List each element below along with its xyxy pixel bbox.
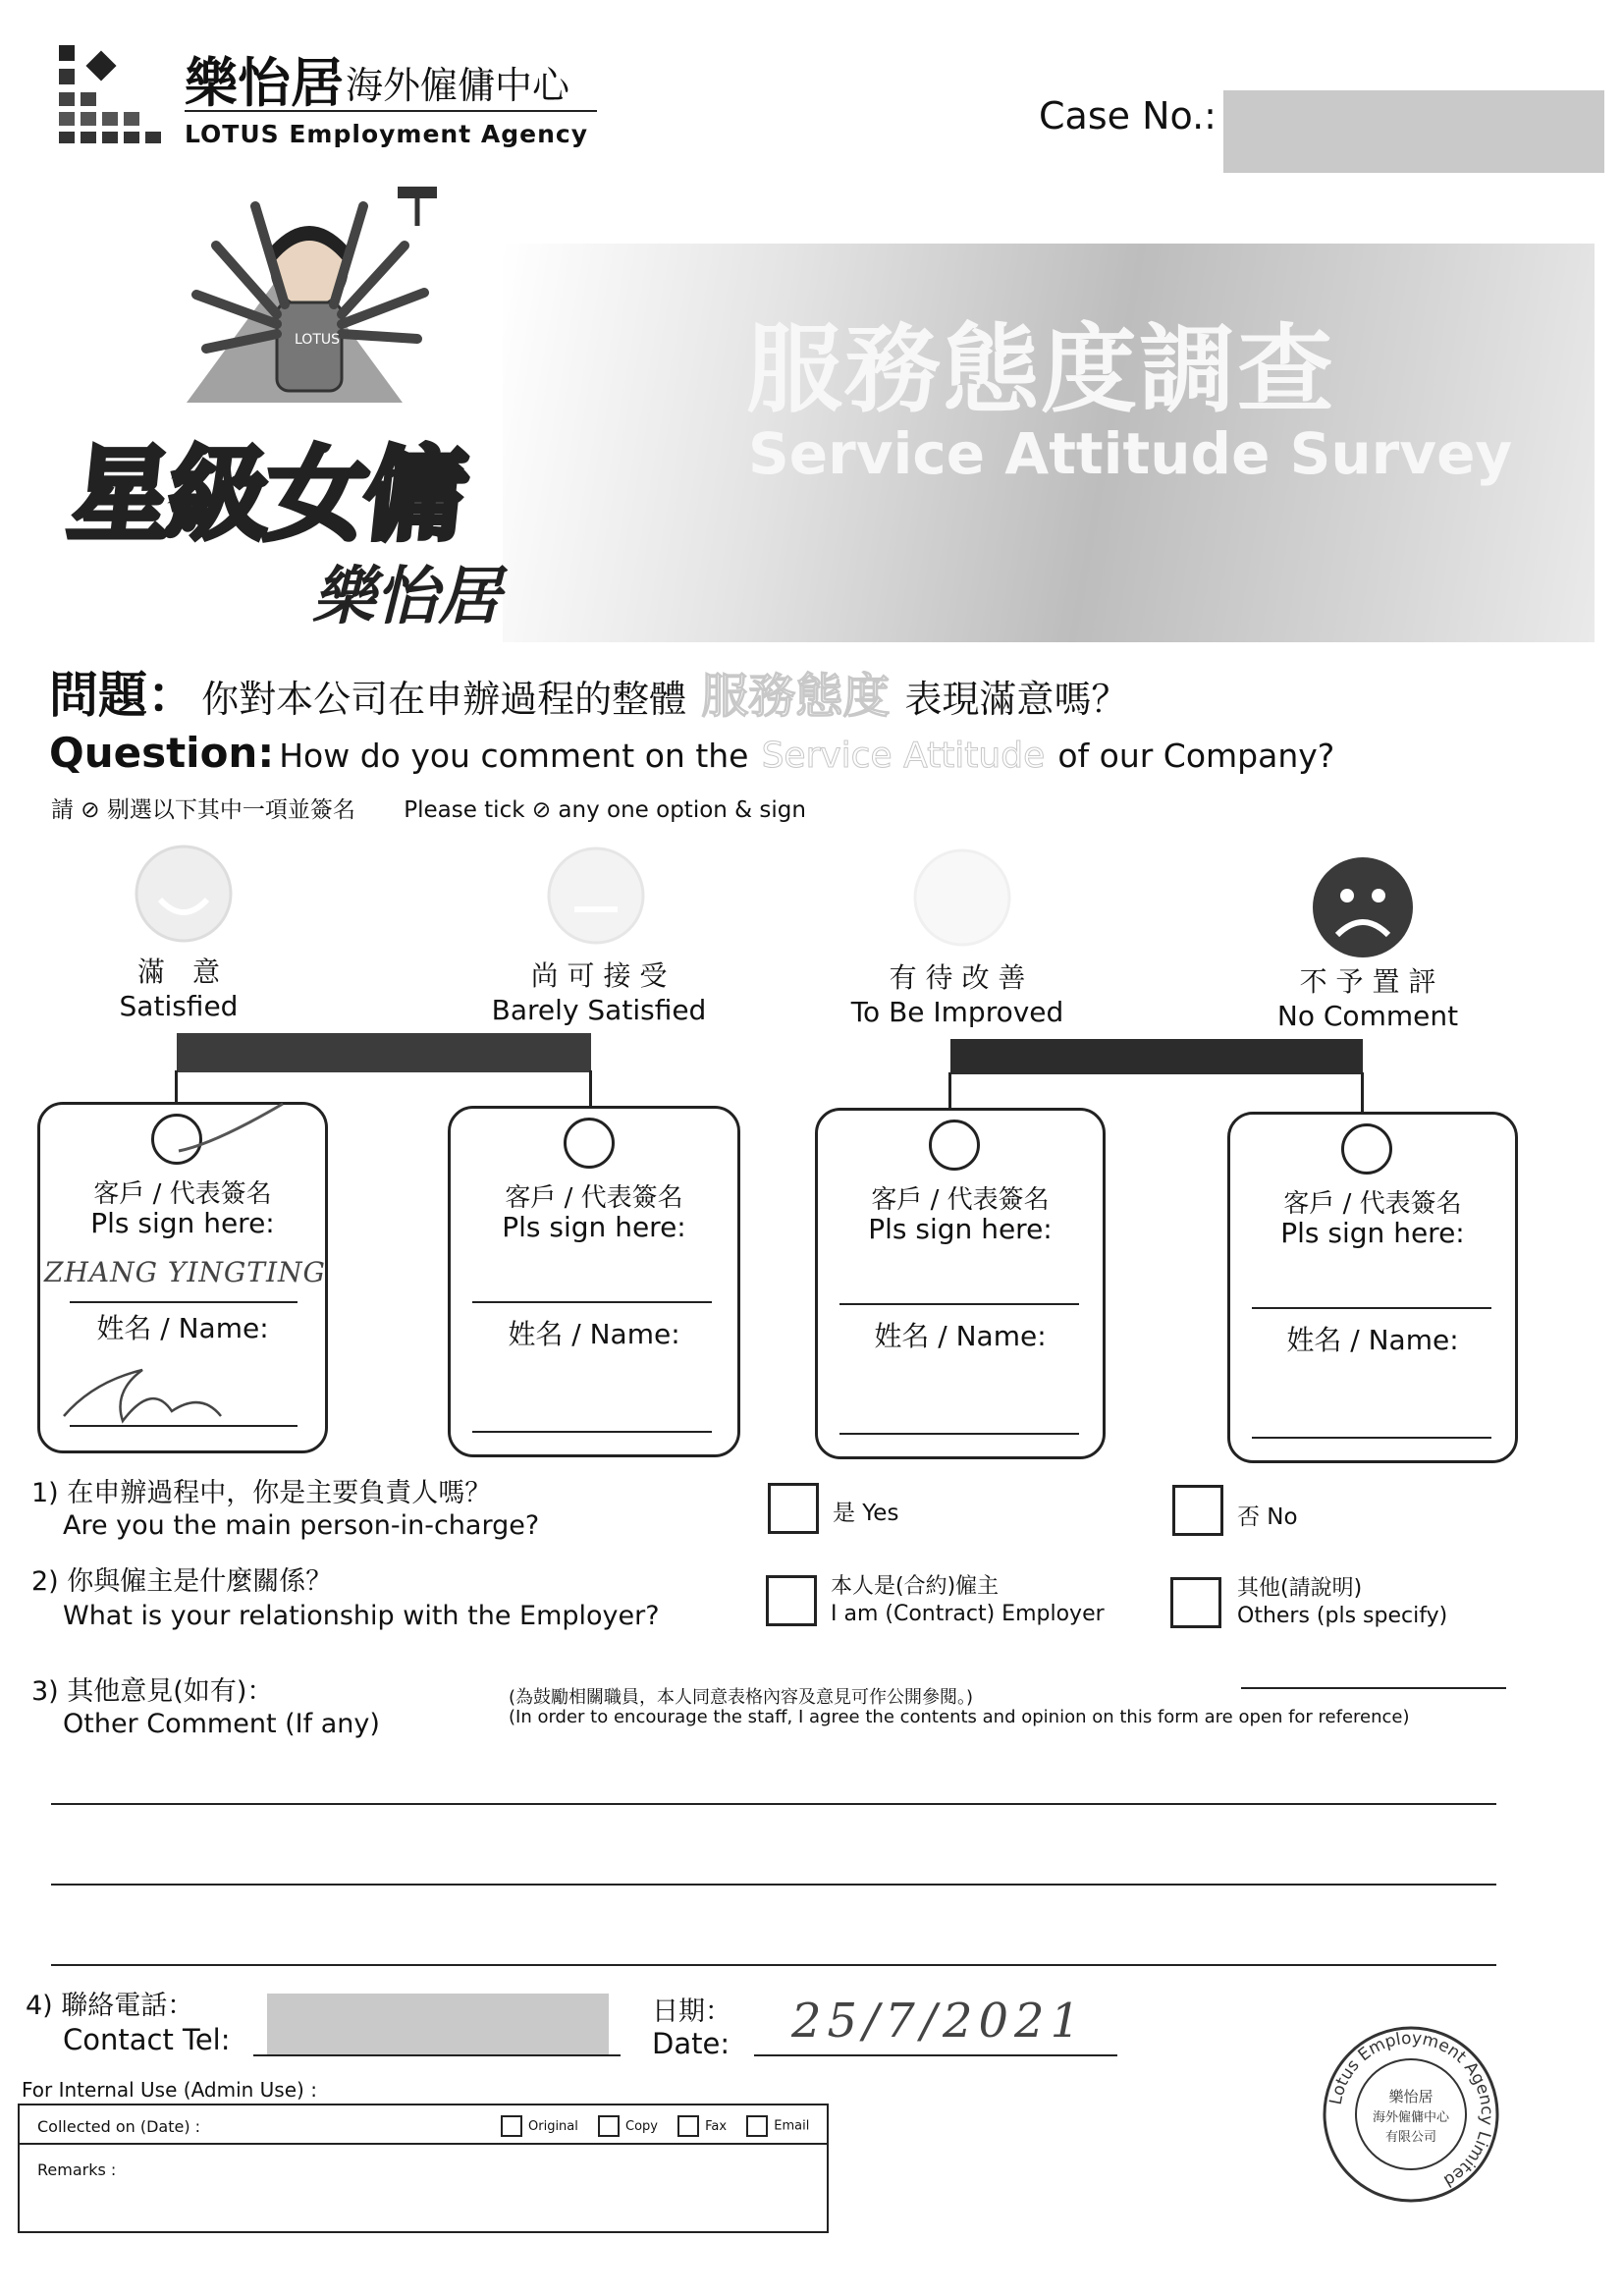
q3-specify-line [1241, 1687, 1506, 1689]
tick-circle-to-be-improved[interactable] [929, 1120, 980, 1171]
instruction [51, 792, 806, 824]
q1-cn: 1) 在申辦過程中，你是主要負責人嗎？ [31, 1478, 492, 1508]
q3-note-cn: (為鼓勵相關職員，本人同意表格內容及意見可作公開參閱。) [509, 1687, 974, 1708]
admin-copy-label: Copy [625, 2118, 658, 2134]
mascot-illustration [147, 177, 471, 442]
tick-circle-no-comment[interactable] [1341, 1123, 1392, 1175]
option-no-comment-cn: 不 予 置 評 [1299, 965, 1436, 998]
option-satisfied-en: Satisfied [119, 990, 239, 1022]
survey-banner [503, 244, 1595, 642]
q2-cn: 2) 你與僱主是什麼關係？ [31, 1566, 333, 1597]
hanger-post-3 [948, 1072, 951, 1110]
q2-others-label [1237, 1575, 1447, 1630]
name-label-1: 姓名 / Name: [96, 1312, 269, 1344]
q2-others-en: Others (pls specify) [1237, 1604, 1448, 1628]
hanger-post-4 [1361, 1072, 1364, 1112]
question-text-en-b: of our Company? [1057, 737, 1335, 775]
sign-line-1 [70, 1301, 298, 1303]
q1-yes-label: 是 Yes [833, 1501, 899, 1526]
contact-tel-redacted [267, 1994, 609, 2056]
date-label-cn: 日期： [652, 1996, 731, 2027]
q3-note-en: (In order to encourage the staff, I agree the contents and opinion on this form are open for reference) [509, 1707, 1410, 1727]
hanger-post-2 [589, 1070, 592, 1108]
q3-en: Other Comment (If any) [63, 1709, 380, 1739]
sign-line-4 [1252, 1307, 1491, 1309]
option-to-be-improved-en: To Be Improved [850, 996, 1064, 1028]
option-barely-satisfied-label [471, 955, 727, 1026]
admin-original-label: Original [528, 2118, 578, 2134]
case-number-label: Case No.: [1039, 94, 1217, 137]
option-to-be-improved-cn: 有 待 改 善 [889, 961, 1026, 994]
no-comment-face-icon [1310, 854, 1416, 960]
barely-satisfied-face-icon [545, 845, 647, 947]
q3-cn: 3) 其他意見(如有)： [31, 1676, 274, 1707]
name-line-4 [1252, 1437, 1491, 1439]
instruction-en: Please tick ⊘ any one option & sign [404, 797, 806, 823]
admin-delivery-options [501, 2115, 809, 2137]
q4-cn: 4) 聯絡電話： [26, 1991, 194, 2021]
q1-yes-checkbox[interactable] [768, 1483, 819, 1534]
instruction-cn: 請 ⊘ 剔選以下其中一項並簽名 [51, 797, 355, 823]
q2-employer-checkbox[interactable] [766, 1575, 817, 1626]
admin-fax-label: Fax [705, 2118, 728, 2134]
to-be-improved-face-icon [911, 847, 1013, 949]
option-satisfied-cn: 滿 意 [136, 956, 220, 988]
banner-title-cn: 服務態度調查 [746, 313, 1336, 426]
hanger-bar-right [950, 1039, 1363, 1074]
question-highlight-en: Service Attitude [761, 736, 1046, 776]
sign-label-cn-1: 客戶 / 代表簽名 [93, 1179, 272, 1209]
q1-no-checkbox[interactable] [1172, 1485, 1223, 1536]
sign-label-en-4: Pls sign here: [1280, 1217, 1465, 1249]
date-value: 25/7/2021 [791, 1994, 1087, 2049]
banner-title-en: Service Attitude Survey [748, 420, 1513, 487]
brand-name-cn: 星級女傭 [63, 434, 469, 555]
admin-email-checkbox[interactable] [746, 2115, 768, 2137]
admin-use-label: For Internal Use (Admin Use) : [22, 2078, 317, 2102]
sign-label-cn-3: 客戶 / 代表簽名 [871, 1185, 1050, 1215]
question-label-cn: 問題： [49, 667, 196, 724]
question-cn [49, 656, 1128, 727]
logo-name-en: LOTUS Employment Agency [185, 120, 588, 148]
admin-collected-label: Collected on (Date) : [37, 2117, 201, 2136]
q1-en: Are you the main person-in-charge? [63, 1510, 540, 1541]
signature-scribble-1 [54, 1362, 270, 1431]
q2-en: What is your relationship with the Employer? [63, 1601, 660, 1631]
mascot-badge-text: LOTUS [295, 332, 341, 348]
q1-no-label: 否 No [1237, 1504, 1298, 1530]
tick-circle-barely-satisfied[interactable] [564, 1118, 615, 1169]
option-no-comment-label [1245, 960, 1490, 1032]
question-label-en: Question: [49, 729, 275, 777]
admin-divider [20, 2143, 827, 2145]
sign-line-3 [839, 1303, 1079, 1305]
admin-copy-checkbox[interactable] [598, 2115, 620, 2137]
admin-box [18, 2104, 829, 2233]
admin-fax-checkbox[interactable] [677, 2115, 699, 2137]
question-en [49, 729, 1334, 777]
company-logo [51, 41, 601, 159]
comment-line-2[interactable] [51, 1884, 1496, 1886]
date-label-en: Date: [652, 2027, 730, 2060]
case-number-redacted [1223, 90, 1604, 173]
name-label-2: 姓名 / Name: [508, 1318, 680, 1350]
q2-employer-en: I am (Contract) Employer [831, 1602, 1105, 1626]
sign-label-en-3: Pls sign here: [868, 1213, 1053, 1245]
company-stamp [1320, 2023, 1502, 2206]
option-satisfied-label [81, 951, 277, 1022]
name-line-2 [472, 1431, 712, 1433]
admin-original-checkbox[interactable] [501, 2115, 522, 2137]
sign-label-en-2: Pls sign here: [502, 1211, 686, 1243]
tick-mark-icon [175, 1100, 293, 1169]
stamp-center-line3: 有限公司 [1384, 2130, 1437, 2145]
q4-en: Contact Tel: [63, 2023, 231, 2056]
satisfied-face-icon [133, 843, 235, 945]
name-line-1 [70, 1425, 298, 1427]
q2-employer-label [831, 1573, 1105, 1628]
question-text-en-a: How do you comment on the [279, 737, 749, 775]
stamp-ring-text: Lotus Employment Agency Limited [1325, 2028, 1497, 2191]
logo-blocks-icon [51, 41, 169, 151]
admin-email-label: Email [774, 2118, 810, 2134]
stamp-center-line1: 樂怡居 [1388, 2088, 1434, 2105]
name-label-4: 姓名 / Name: [1286, 1324, 1459, 1356]
q2-others-cn: 其他(請說明) [1237, 1576, 1363, 1601]
q2-employer-cn: 本人是(合約)僱主 [831, 1574, 1000, 1599]
comment-line-3[interactable] [51, 1964, 1496, 1966]
sign-label-cn-2: 客戶 / 代表簽名 [505, 1183, 683, 1213]
stamp-center-line2: 海外僱傭中心 [1372, 2110, 1450, 2125]
q2-others-checkbox[interactable] [1170, 1577, 1221, 1628]
signed-name-1: ZHANG YINGTING [44, 1256, 326, 1288]
question-highlight-cn: 服務態度 [701, 669, 891, 724]
logo-name-cn-sub: 海外僱傭中心 [346, 64, 570, 107]
logo-name-cn: 樂怡居 [185, 51, 344, 114]
brand-name-cn-sub: 樂怡居 [312, 560, 501, 633]
option-barely-satisfied-cn: 尚 可 接 受 [530, 959, 668, 992]
question-text-cn-a: 你對本公司在申辦過程的整體 [201, 678, 687, 721]
logo-underline [185, 110, 597, 112]
name-label-3: 姓名 / Name: [874, 1320, 1047, 1352]
date-line [754, 2054, 1117, 2056]
sign-label-cn-4: 客戶 / 代表簽名 [1283, 1189, 1462, 1219]
option-to-be-improved-label [835, 957, 1080, 1028]
sign-label-en-1: Pls sign here: [90, 1207, 275, 1239]
sign-line-2 [472, 1301, 712, 1303]
contact-tel-line [253, 2054, 621, 2056]
name-line-3 [839, 1433, 1079, 1435]
question-text-cn-b: 表現滿意嗎？ [904, 678, 1129, 721]
option-barely-satisfied-en: Barely Satisfied [491, 994, 707, 1026]
admin-remarks-label: Remarks : [37, 2160, 117, 2179]
option-no-comment-en: No Comment [1276, 1000, 1459, 1032]
hanger-bar-left [177, 1033, 591, 1072]
comment-line-1[interactable] [51, 1803, 1496, 1805]
